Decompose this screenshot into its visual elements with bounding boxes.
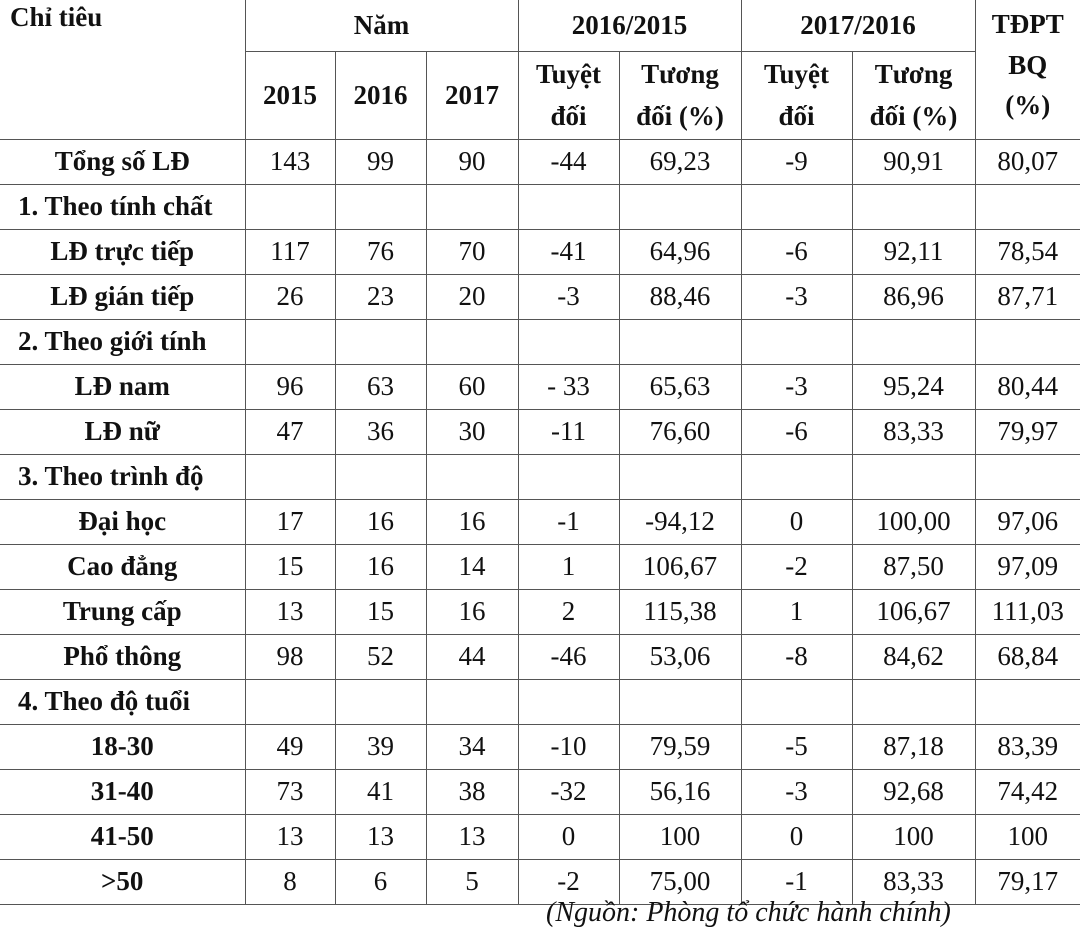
cell-empty <box>245 320 335 365</box>
cell-2015: 96 <box>245 365 335 410</box>
cell-empty <box>975 185 1080 230</box>
cell-empty <box>245 680 335 725</box>
cell-empty <box>975 455 1080 500</box>
row-label: LĐ nam <box>0 365 245 410</box>
cell-2015: 17 <box>245 500 335 545</box>
cell-rel-2016-2015: 69,23 <box>619 140 741 185</box>
cell-tdpt: 79,17 <box>975 860 1080 905</box>
cell-rel-2017-2016: 100,00 <box>852 500 975 545</box>
cell-2016: 6 <box>335 860 426 905</box>
header-tuyet-doi-2-line2: đối <box>778 100 815 131</box>
cell-rel-2016-2015: -94,12 <box>619 500 741 545</box>
cell-tdpt: 80,07 <box>975 140 1080 185</box>
table-row <box>0 635 1080 680</box>
cell-empty <box>741 185 852 230</box>
cell-rel-2017-2016: 86,96 <box>852 275 975 320</box>
cell-2017: 14 <box>426 545 518 590</box>
header-tuyet-doi-1-line1: Tuyệt <box>536 58 602 89</box>
cell-empty <box>518 680 619 725</box>
cell-empty <box>426 320 518 365</box>
cell-abs-2016-2015: -32 <box>518 770 619 815</box>
cell-empty <box>518 320 619 365</box>
cell-abs-2016-2015: -3 <box>518 275 619 320</box>
header-tdpt-line2: BQ <box>1008 49 1048 80</box>
cell-2017: 38 <box>426 770 518 815</box>
cell-abs-2017-2016: -8 <box>741 635 852 680</box>
cell-rel-2016-2015: 65,63 <box>619 365 741 410</box>
cell-abs-2017-2016: -9 <box>741 140 852 185</box>
header-period-2016-2015: 2016/2015 <box>518 0 741 52</box>
cell-empty <box>335 320 426 365</box>
cell-abs-2016-2015: -11 <box>518 410 619 455</box>
cell-abs-2016-2015: 2 <box>518 590 619 635</box>
row-label: 18-30 <box>0 725 245 770</box>
cell-abs-2017-2016: -1 <box>741 860 852 905</box>
group-label: 1. Theo tính chất <box>0 185 245 230</box>
row-label: Trung cấp <box>0 590 245 635</box>
cell-rel-2017-2016: 84,62 <box>852 635 975 680</box>
table-group-row <box>0 320 1080 365</box>
cell-rel-2016-2015: 100 <box>619 815 741 860</box>
cell-empty <box>426 185 518 230</box>
cell-2016: 41 <box>335 770 426 815</box>
cell-abs-2016-2015: -2 <box>518 860 619 905</box>
cell-rel-2017-2016: 87,18 <box>852 725 975 770</box>
cell-abs-2016-2015: - 33 <box>518 365 619 410</box>
cell-2017: 30 <box>426 410 518 455</box>
cell-2016: 15 <box>335 590 426 635</box>
cell-rel-2017-2016: 83,33 <box>852 410 975 455</box>
cell-2017: 16 <box>426 590 518 635</box>
cell-empty <box>975 680 1080 725</box>
cell-empty <box>741 680 852 725</box>
cell-abs-2016-2015: 1 <box>518 545 619 590</box>
cell-abs-2017-2016: -2 <box>741 545 852 590</box>
cell-tdpt: 79,97 <box>975 410 1080 455</box>
header-tdpt-bq <box>975 0 1080 140</box>
table-group-row <box>0 185 1080 230</box>
cell-rel-2016-2015: 106,67 <box>619 545 741 590</box>
header-tuyet-doi-1-line2: đối <box>550 100 587 131</box>
cell-abs-2017-2016: 1 <box>741 590 852 635</box>
cell-2015: 73 <box>245 770 335 815</box>
header-chi-tieu: Chỉ tiêu <box>0 0 245 140</box>
cell-2015: 98 <box>245 635 335 680</box>
cell-rel-2016-2015: 76,60 <box>619 410 741 455</box>
cell-2017: 60 <box>426 365 518 410</box>
cell-abs-2016-2015: -1 <box>518 500 619 545</box>
cell-empty <box>619 455 741 500</box>
header-tuong-doi-2 <box>852 52 975 140</box>
cell-abs-2017-2016: -3 <box>741 365 852 410</box>
cell-tdpt: 100 <box>975 815 1080 860</box>
cell-rel-2017-2016: 106,67 <box>852 590 975 635</box>
cell-empty <box>335 680 426 725</box>
cell-2015: 15 <box>245 545 335 590</box>
header-tuong-doi-2-line2: đối (%) <box>869 100 958 131</box>
cell-2016: 39 <box>335 725 426 770</box>
table-group-row <box>0 680 1080 725</box>
cell-empty <box>245 185 335 230</box>
header-period-2017-2016: 2017/2016 <box>741 0 975 52</box>
cell-2015: 13 <box>245 815 335 860</box>
table-row <box>0 815 1080 860</box>
cell-tdpt: 74,42 <box>975 770 1080 815</box>
cell-2017: 44 <box>426 635 518 680</box>
cell-empty <box>335 455 426 500</box>
cell-rel-2017-2016: 87,50 <box>852 545 975 590</box>
cell-rel-2017-2016: 83,33 <box>852 860 975 905</box>
cell-empty <box>518 455 619 500</box>
table-body <box>0 140 1080 905</box>
header-tuyet-doi-1 <box>518 52 619 140</box>
row-label: Phổ thông <box>0 635 245 680</box>
table-row <box>0 545 1080 590</box>
table-row <box>0 140 1080 185</box>
cell-tdpt: 87,71 <box>975 275 1080 320</box>
cell-tdpt: 68,84 <box>975 635 1080 680</box>
cell-empty <box>741 455 852 500</box>
cell-2016: 16 <box>335 545 426 590</box>
cell-2016: 63 <box>335 365 426 410</box>
row-label: Cao đẳng <box>0 545 245 590</box>
cell-tdpt: 111,03 <box>975 590 1080 635</box>
cell-rel-2016-2015: 64,96 <box>619 230 741 275</box>
table-group-row <box>0 455 1080 500</box>
table-row <box>0 230 1080 275</box>
group-label: 3. Theo trình độ <box>0 455 245 500</box>
source-note: (Nguồn: Phòng tổ chức hành chính) <box>546 897 951 928</box>
header-tuyet-doi-2 <box>741 52 852 140</box>
cell-rel-2017-2016: 95,24 <box>852 365 975 410</box>
table-row <box>0 410 1080 455</box>
table-row <box>0 365 1080 410</box>
header-tdpt-line3: (%) <box>1005 90 1051 120</box>
cell-empty <box>741 320 852 365</box>
cell-rel-2017-2016: 92,68 <box>852 770 975 815</box>
header-tuyet-doi-2-line1: Tuyệt <box>764 58 830 89</box>
cell-2017: 16 <box>426 500 518 545</box>
row-label: 31-40 <box>0 770 245 815</box>
cell-2016: 36 <box>335 410 426 455</box>
row-label: >50 <box>0 860 245 905</box>
cell-2017: 70 <box>426 230 518 275</box>
table-row <box>0 725 1080 770</box>
cell-2016: 13 <box>335 815 426 860</box>
cell-2015: 49 <box>245 725 335 770</box>
cell-rel-2016-2015: 88,46 <box>619 275 741 320</box>
cell-abs-2016-2015: -41 <box>518 230 619 275</box>
header-tuong-doi-2-line1: Tương <box>874 58 953 89</box>
cell-abs-2017-2016: 0 <box>741 500 852 545</box>
row-label: Đại học <box>0 500 245 545</box>
cell-abs-2016-2015: 0 <box>518 815 619 860</box>
cell-abs-2017-2016: 0 <box>741 815 852 860</box>
cell-empty <box>852 455 975 500</box>
header-year-2016: 2016 <box>335 52 426 140</box>
cell-empty <box>426 680 518 725</box>
cell-empty <box>518 185 619 230</box>
cell-rel-2016-2015: 79,59 <box>619 725 741 770</box>
cell-rel-2016-2015: 75,00 <box>619 860 741 905</box>
cell-rel-2017-2016: 92,11 <box>852 230 975 275</box>
cell-empty <box>852 185 975 230</box>
cell-2017: 13 <box>426 815 518 860</box>
header-year-2017: 2017 <box>426 52 518 140</box>
row-label: LĐ nữ <box>0 410 245 455</box>
cell-rel-2016-2015: 115,38 <box>619 590 741 635</box>
cell-2015: 8 <box>245 860 335 905</box>
header-tuong-doi-1-line2: đối (%) <box>636 100 724 131</box>
cell-2017: 5 <box>426 860 518 905</box>
cell-2015: 26 <box>245 275 335 320</box>
cell-2016: 16 <box>335 500 426 545</box>
table-row <box>0 275 1080 320</box>
cell-empty <box>619 185 741 230</box>
cell-abs-2016-2015: -46 <box>518 635 619 680</box>
cell-2015: 47 <box>245 410 335 455</box>
cell-2015: 13 <box>245 590 335 635</box>
cell-2015: 117 <box>245 230 335 275</box>
cell-empty <box>852 320 975 365</box>
cell-empty <box>426 455 518 500</box>
cell-2016: 76 <box>335 230 426 275</box>
cell-rel-2016-2015: 56,16 <box>619 770 741 815</box>
cell-abs-2016-2015: -10 <box>518 725 619 770</box>
cell-tdpt: 80,44 <box>975 365 1080 410</box>
cell-2016: 99 <box>335 140 426 185</box>
table-row <box>0 770 1080 815</box>
table-row <box>0 590 1080 635</box>
row-label: LĐ gián tiếp <box>0 275 245 320</box>
cell-abs-2017-2016: -3 <box>741 275 852 320</box>
cell-tdpt: 97,09 <box>975 545 1080 590</box>
header-tdpt-line1: TĐPT <box>991 9 1064 39</box>
cell-empty <box>335 185 426 230</box>
cell-tdpt: 97,06 <box>975 500 1080 545</box>
table-row <box>0 500 1080 545</box>
cell-empty <box>852 680 975 725</box>
row-label: LĐ trực tiếp <box>0 230 245 275</box>
cell-rel-2017-2016: 100 <box>852 815 975 860</box>
cell-abs-2017-2016: -5 <box>741 725 852 770</box>
cell-empty <box>975 320 1080 365</box>
header-year-2015: 2015 <box>245 52 335 140</box>
header-tuong-doi-1-line1: Tương <box>641 58 719 89</box>
cell-2016: 23 <box>335 275 426 320</box>
cell-tdpt: 83,39 <box>975 725 1080 770</box>
cell-rel-2016-2015: 53,06 <box>619 635 741 680</box>
cell-2017: 90 <box>426 140 518 185</box>
cell-abs-2017-2016: -6 <box>741 230 852 275</box>
cell-2015: 143 <box>245 140 335 185</box>
cell-abs-2016-2015: -44 <box>518 140 619 185</box>
group-label: 2. Theo giới tính <box>0 320 245 365</box>
cell-2017: 34 <box>426 725 518 770</box>
row-label: 41-50 <box>0 815 245 860</box>
cell-empty <box>619 680 741 725</box>
cell-abs-2017-2016: -3 <box>741 770 852 815</box>
header-row-top <box>0 0 1080 52</box>
cell-2016: 52 <box>335 635 426 680</box>
group-label: 4. Theo độ tuổi <box>0 680 245 725</box>
cell-2017: 20 <box>426 275 518 320</box>
cell-empty <box>245 455 335 500</box>
row-label: Tổng số LĐ <box>0 140 245 185</box>
cell-rel-2017-2016: 90,91 <box>852 140 975 185</box>
cell-tdpt: 78,54 <box>975 230 1080 275</box>
header-tuong-doi-1 <box>619 52 741 140</box>
cell-empty <box>619 320 741 365</box>
header-nam: Năm <box>245 0 518 52</box>
cell-abs-2017-2016: -6 <box>741 410 852 455</box>
